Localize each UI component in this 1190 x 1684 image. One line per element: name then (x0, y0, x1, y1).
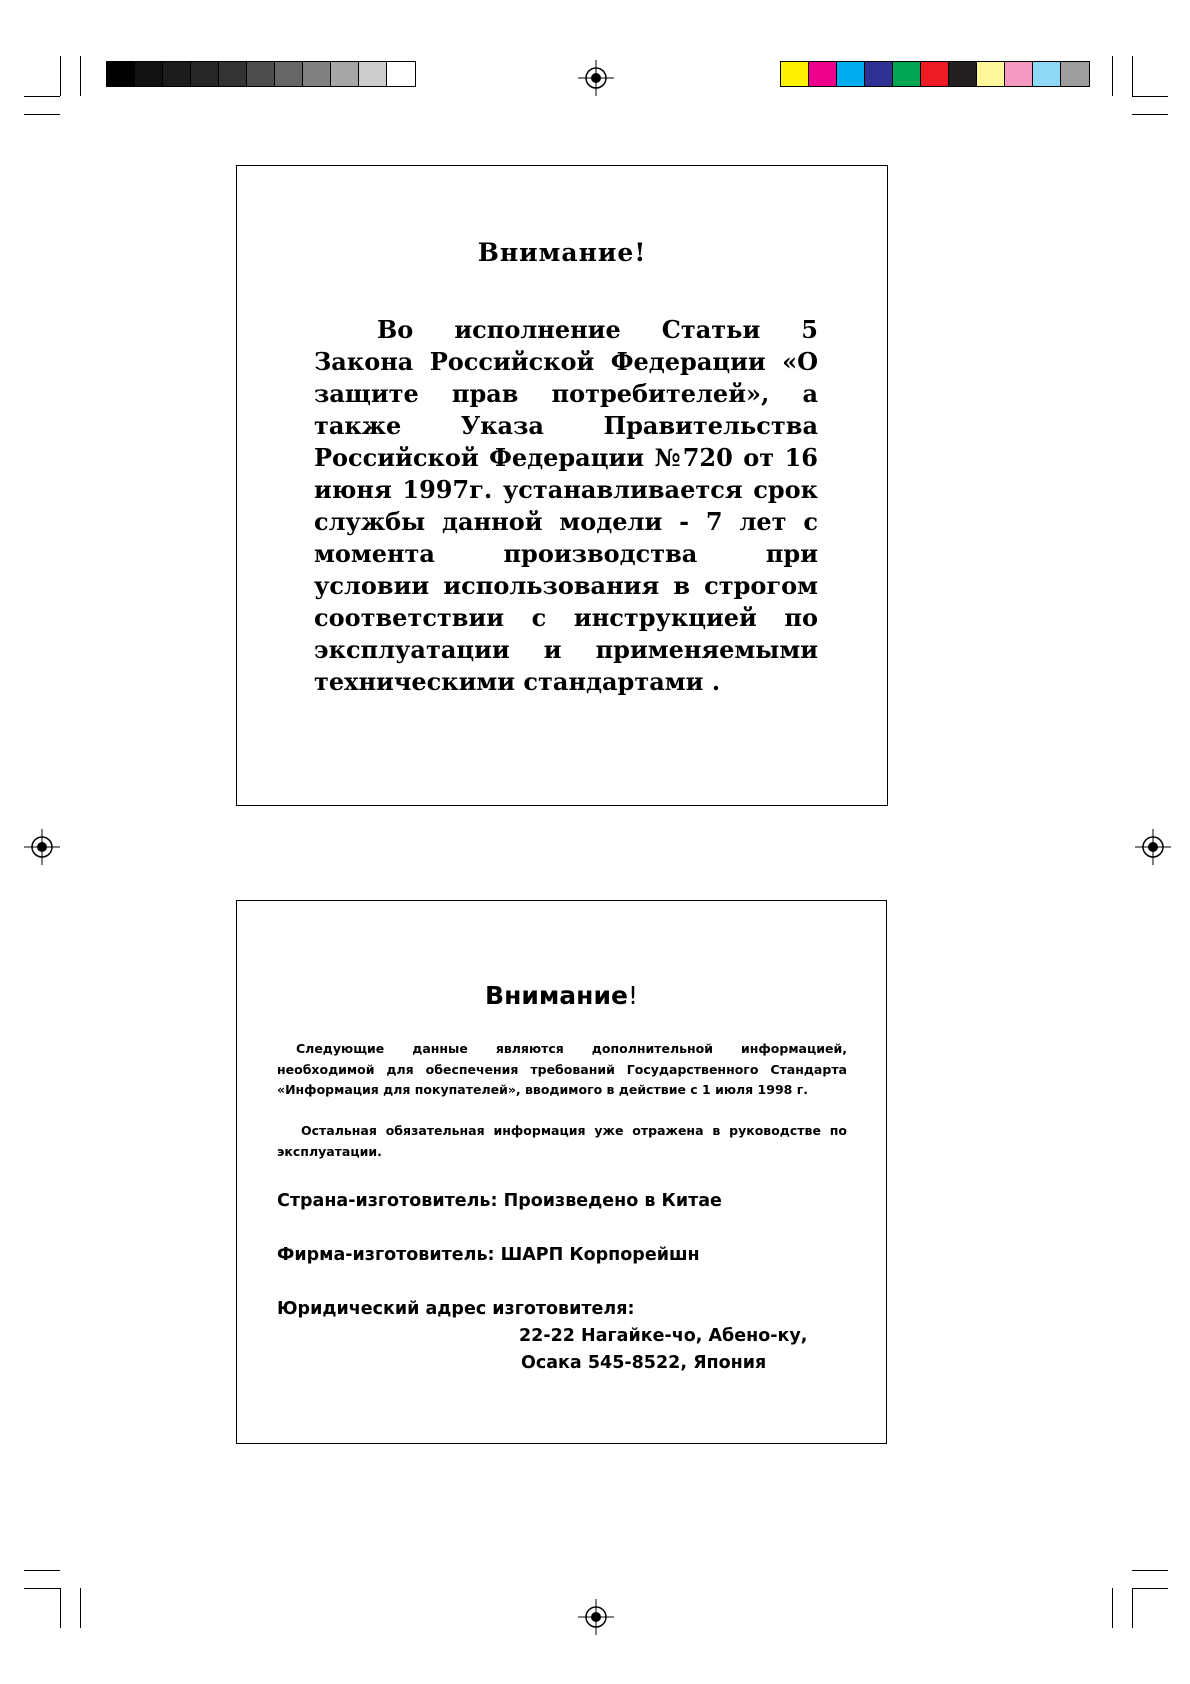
gray-swatch (191, 62, 219, 86)
crop-mark (80, 56, 81, 96)
color-swatch (921, 62, 949, 86)
notice-title-text: Внимание (485, 981, 628, 1010)
color-swatch (977, 62, 1005, 86)
gray-swatch (331, 62, 359, 86)
crop-mark (80, 1588, 81, 1628)
registration-mark-icon (578, 60, 614, 96)
color-swatch (781, 62, 809, 86)
legal-address-line: Осака 545-8522, Япония (521, 1353, 767, 1373)
gray-calibration-bar (106, 61, 416, 87)
crop-mark (24, 1570, 60, 1571)
crop-mark (24, 114, 60, 115)
color-swatch (809, 62, 837, 86)
gray-swatch (387, 62, 415, 86)
gray-swatch (247, 62, 275, 86)
gray-swatch (303, 62, 331, 86)
additional-info-paragraph: Следующие данные являются дополнительной информацией, необходимой для обеспечения требований Государственного Стандарта «Информация для покупателей», вводимого в действие с 1 июля 1998 г. (277, 1041, 847, 1097)
crop-mark (1132, 1588, 1133, 1628)
crop-mark (24, 96, 60, 97)
registration-mark-icon (1135, 829, 1171, 865)
crop-mark (1132, 96, 1168, 97)
legal-address-line: 22-22 Нагайке-чо, Абено-ку, (519, 1326, 808, 1346)
crop-mark (60, 56, 61, 96)
manufacturer-company: Фирма-изготовитель: ШАРП Корпорейшн (277, 1245, 700, 1265)
country-of-origin: Страна-изготовитель: Произведено в Китае (277, 1191, 722, 1211)
color-swatch (865, 62, 893, 86)
gray-swatch (219, 62, 247, 86)
crop-mark (1132, 1588, 1168, 1589)
manual-reference-paragraph: Остальная обязательная информация уже отражена в руководстве по эксплуатации. (277, 1123, 847, 1159)
crop-mark (1132, 56, 1133, 96)
notice-title (237, 981, 886, 1010)
gray-swatch (359, 62, 387, 86)
manufacturer-info-box (236, 900, 887, 1444)
color-calibration-bar (780, 61, 1090, 87)
crop-mark (1132, 114, 1168, 115)
gray-swatch (275, 62, 303, 86)
color-swatch (1061, 62, 1089, 86)
service-life-text: Во исполнение Статьи 5 Закона Российской Федерации «О защите прав потребителей», а также Указа Правительства Российской Федерации №720 от 16 июня 1997г. устанавливается срок службы данной модели - 7 лет с момента производства при условии использования в строгом соответствии с инструкцией по эксплуатации и применяемыми техническими стандартами . (314, 315, 818, 696)
crop-mark (24, 1588, 60, 1589)
color-swatch (1033, 62, 1061, 86)
color-swatch (949, 62, 977, 86)
notice-title-mark: ! (627, 981, 638, 1010)
crop-mark (1132, 1570, 1168, 1571)
color-swatch (1005, 62, 1033, 86)
gray-swatch (163, 62, 191, 86)
crop-mark (1112, 56, 1113, 96)
notice-title: Внимание! (477, 238, 647, 267)
service-life-notice-box (236, 165, 888, 806)
registration-mark-icon (24, 829, 60, 865)
crop-mark (1112, 1588, 1113, 1628)
color-swatch (893, 62, 921, 86)
registration-mark-icon (578, 1599, 614, 1635)
gray-swatch (107, 62, 135, 86)
color-swatch (837, 62, 865, 86)
legal-address-label: Юридический адрес изготовителя: (277, 1299, 635, 1319)
gray-swatch (135, 62, 163, 86)
crop-mark (60, 1588, 61, 1628)
